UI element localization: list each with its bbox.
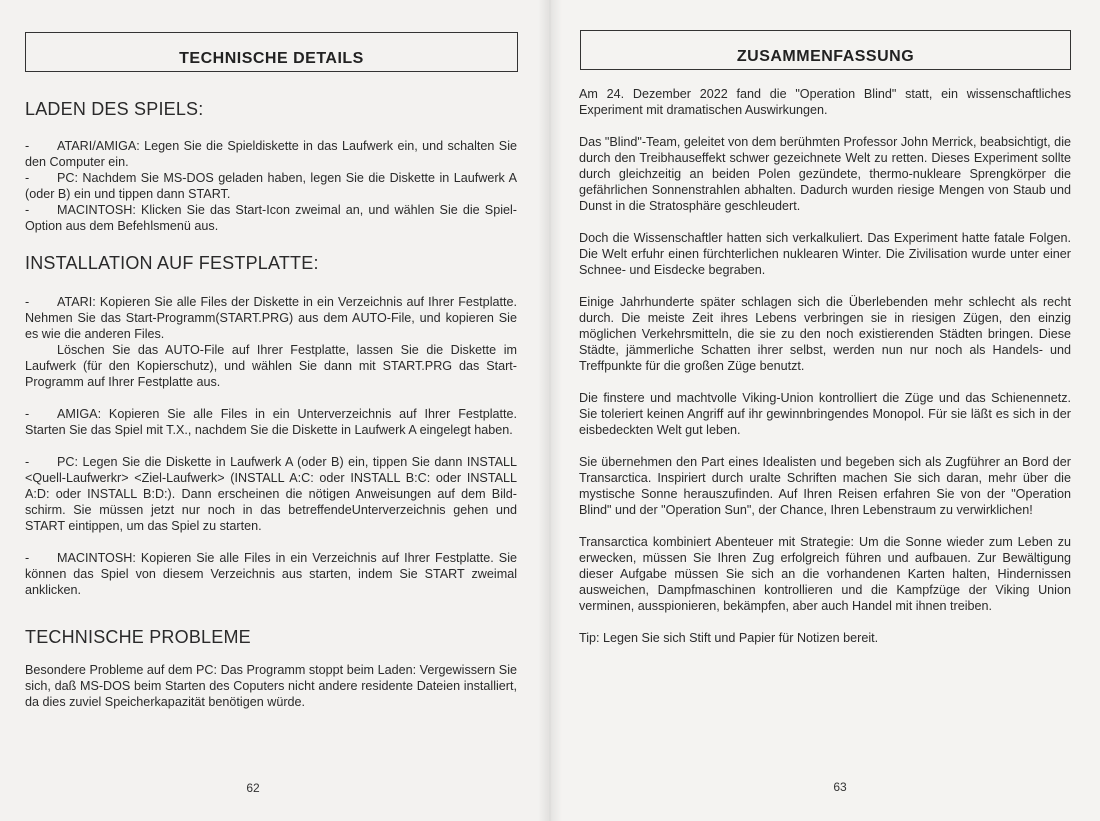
- left-content: [25, 98, 517, 710]
- install-pc: [25, 454, 517, 534]
- loading-item-text: PC: Nachdem Sie MS-DOS geladen haben, legen Sie die Diskette in Laufwerk A (oder B) ein und tippen dann START.: [25, 171, 517, 201]
- summary-paragraph: Transarctica kombiniert Abenteuer mit Strategie: Um die Sonne wieder zum Leben zu erwecken, müssen Sie Ihren Zug erfolgreich führen und aufbauen. Zur Bewältigung dieser Aufgabe müssen Sie sich an die vorhandenen Karten halten, Hindernissen ausweichen, Dampfmaschinen kontrollieren und die Kampfzüge der Viking Union verminen, ausspionieren, bekämpfen, aber auch Handel mit ihnen treiben.: [579, 535, 1071, 613]
- loading-item-atari-amiga: [25, 138, 517, 170]
- right-content: [579, 86, 1071, 646]
- page-number-left: 62: [246, 781, 260, 795]
- left-page: [0, 0, 548, 821]
- install-atari-continued: [25, 342, 517, 390]
- summary-tip: Tip: Legen Sie sich Stift und Papier für Notizen bereit.: [579, 631, 879, 645]
- dash: -: [25, 139, 30, 153]
- loading-item-pc: [25, 170, 517, 202]
- heading-problems: TECHNISCHE PROBLEME: [25, 627, 251, 647]
- install-atari: [25, 294, 517, 342]
- dash: -: [25, 295, 30, 309]
- install-macintosh-text: MACINTOSH: Kopieren Sie alle Files in ein Verzeichnis auf Ihrer Festplatte. Sie können das Spiel von diesem Verzeichnis aus starten, indem Sie START zweimal anklicken.: [25, 551, 517, 597]
- dash: -: [25, 551, 30, 565]
- right-page: [548, 0, 1100, 821]
- dash: -: [25, 171, 30, 185]
- summary-paragraph: Am 24. Dezember 2022 fand die "Operation Blind" statt, ein wissenschaftliches Experiment mit dramatischen Auswirkungen.: [579, 87, 1071, 117]
- loading-item-text: MACINTOSH: Klicken Sie das Start-Icon zweimal an, und wählen Sie die Spiel-Option aus dem Befehlsmenü aus.: [25, 203, 517, 233]
- install-amiga: [25, 406, 517, 438]
- summary-paragraph: Doch die Wissenschaftler hatten sich verkalkuliert. Das Experiment hatte fatale Folgen. Die Welt erfuhr einen fürchterlichen nuklearen Winter. Die Zivilisation wurde unter einer Schnee- und Eisdecke begraben.: [579, 231, 1071, 277]
- install-amiga-text: AMIGA: Kopieren Sie alle Files in ein Unterverzeichnis auf Ihrer Festplatte. Starten Sie das Spiel mit T.X., nachdem Sie die Diskette in Laufwerk A eingelegt haben.: [25, 407, 517, 437]
- install-atari-text: ATARI: Kopieren Sie alle Files der Diskette in ein Verzeichnis auf Ihrer Festplatte. Nehmen Sie das Start-Programm(START.PRG) aus dem AUTO-File, und kopieren Sie es wie die anderen Files.: [25, 295, 517, 341]
- loading-item-text: ATARI/AMIGA: Legen Sie die Spieldiskette in das Laufwerk ein, und schalten Sie den Computer ein.: [25, 139, 517, 169]
- right-page-title: ZUSAMMENFASSUNG: [736, 48, 915, 65]
- dash: -: [25, 455, 30, 469]
- summary-paragraph: Sie übernehmen den Part eines Idealisten und begeben sich als Zugführer an Bord der Transarctica. Inspiriert durch uralte Schriften machen Sie sich daran, mehr über die mystische Sonne herauszufinden. Auf Ihren Reisen erfahren Sie von der "Operation Blind" und der "Operation Sun", der Chance, Ihren Lebenstraum zu verwirklichen!: [579, 455, 1071, 517]
- problems-text: Besondere Probleme auf dem PC: Das Programm stoppt beim Laden: Vergewissern Sie sich, daß MS-DOS beim Starten des Coputers nicht andere residente Dateien installiert, da dies zuviel Speicherkapazität benötigen würde.: [25, 663, 517, 709]
- heading-loading: LADEN DES SPIELS:: [25, 99, 204, 119]
- left-title-box: [25, 32, 518, 72]
- summary-paragraph: Einige Jahrhunderte später schlagen sich die Überlebenden mehr schlecht als recht durch. Die meiste Zeit ihres Lebens verbringen sie in riesigen Zügen, den einzig möglichen Verkehrsmitteln, die sie zu den noch existierenden Städten bringen. Diese Städte, jämmerliche Schatten ihrer selbst, werden nun nur noch als Handels- und Treffpunkte für die großen Züge benutzt.: [579, 295, 1071, 373]
- dash: -: [25, 407, 30, 421]
- heading-installation: INSTALLATION AUF FESTPLATTE:: [25, 253, 319, 273]
- summary-paragraph: Das "Blind"-Team, geleitet von dem berühmten Professor John Merrick, beabsichtigt, die durch den Treibhauseffekt schwer gezeichnete Welt zu retten. Dieses Experiment sollte durch gleichzeitig an beiden Polen gezündete, thermo-nukleare Sprengkörper die gefährlichen Sonnenstrahlen abhalten. Dadurch wurden riesige Mengen von Staub und Dunst in die Stratosphäre geschleudert.: [579, 135, 1071, 213]
- loading-item-macintosh: [25, 202, 517, 234]
- install-macintosh: [25, 550, 517, 598]
- summary-paragraph: Die finstere und machtvolle Viking-Union kontrolliert die Züge und das Schienennetz. Sie toleriert keinen Angriff auf ihr gewinnbringendes Monopol. Für sie läßt es sich in der eisbedeckten Welt gut leben.: [579, 391, 1071, 437]
- right-title-box: [580, 30, 1071, 70]
- book-gutter: [538, 0, 562, 821]
- dash: -: [25, 203, 30, 217]
- install-atari-continued-text: Löschen Sie das AUTO-File auf Ihrer Festplatte, lassen Sie die Diskette im Laufwerk (für den Kopierschutz), und wählen Sie dann mit START.PRG das Start-Programm auf Ihrer Festplatte aus.: [25, 343, 517, 389]
- page-number-right: 63: [833, 780, 847, 794]
- left-page-title: TECHNISCHE DETAILS: [179, 50, 364, 67]
- install-pc-text: PC: Legen Sie die Diskette in Laufwerk A (oder B) ein, tippen Sie dann INSTALL <Quell-Laufwerkr> <Ziel-Laufwerk> (INSTALL A:C: oder INSTALL B:C: oder INSTALL A:D: oder INSTALL B:D:). Dann erscheinen die nötigen Anweisungen auf dem Bild-schirm. Sie müssen jetzt nur noch in das betreffendeUnterverzeichnis gehen und START eintippen, um das Spiel zu starten.: [25, 455, 517, 533]
